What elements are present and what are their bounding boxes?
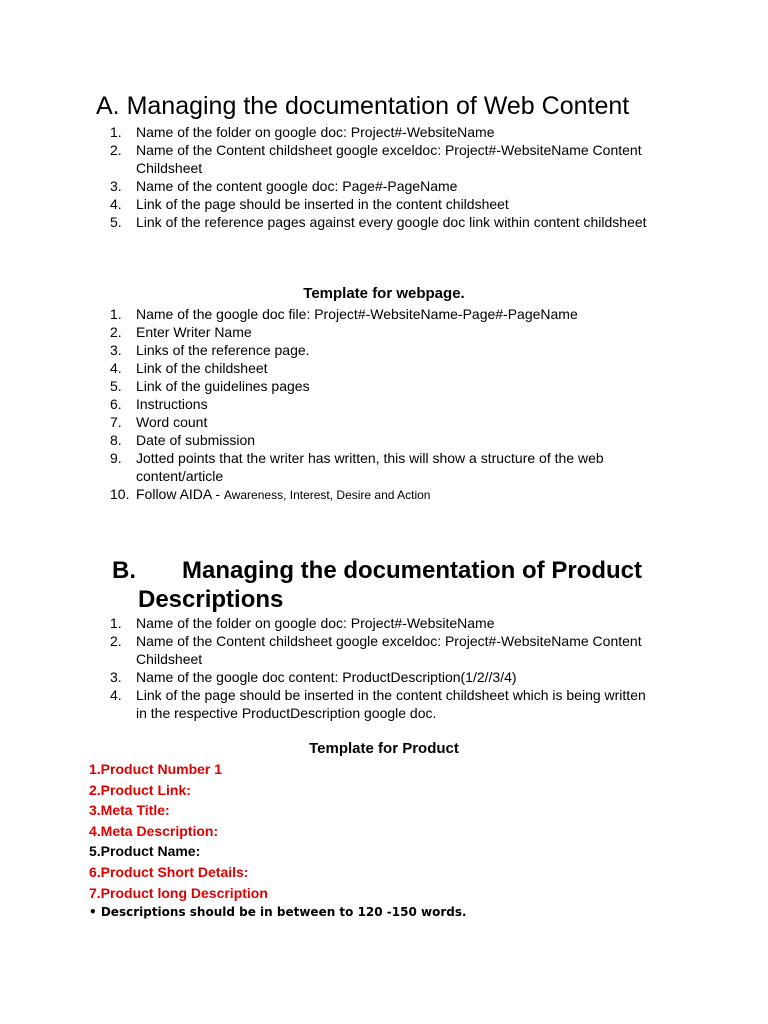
webpage-template-list xyxy=(0,305,656,504)
section-b-letter: B. xyxy=(112,557,136,584)
section-a-heading: A. Managing the documentation of Web Content xyxy=(96,92,630,120)
list-item: 4. Link of the page should be inserted in the content childsheet xyxy=(110,196,509,212)
list-item: 4. Link of the childsheet xyxy=(110,360,268,376)
list-item: 3. Name of the content google doc: Page#-PageName xyxy=(110,178,458,194)
section-b-heading-line2: Descriptions xyxy=(138,586,284,613)
list-item: 10. Follow AIDA - Awareness, Interest, Desire and Action xyxy=(110,486,431,502)
list-item: 1. Name of the folder on google doc: Project#-WebsiteName xyxy=(110,615,495,631)
product-field: 2.Product Link: xyxy=(89,781,191,798)
list-item: 6. Instructions xyxy=(110,396,208,412)
section-a-list xyxy=(0,123,656,231)
product-field: 4.Meta Description: xyxy=(89,822,219,839)
section-b-heading xyxy=(112,556,712,614)
list-item: 2. Enter Writer Name xyxy=(110,324,252,340)
list-item: 1. Name of the folder on google doc: Project#-WebsiteName xyxy=(110,124,495,140)
list-item: 9. Jotted points that the writer has written, this will show a structure of the web content/article xyxy=(110,450,604,484)
product-field: 5.Product Name: xyxy=(89,843,201,860)
list-item: 5. Link of the guidelines pages xyxy=(110,378,310,394)
list-item: 3. Name of the google doc content: ProductDescription(1/2//3/4) xyxy=(110,669,517,685)
word-count-note: • Descriptions should be in between to 120 -150 words. xyxy=(89,905,467,919)
product-field: 3.Meta Title: xyxy=(89,802,170,819)
product-template-fields xyxy=(89,759,268,903)
list-item: 3. Links of the reference page. xyxy=(110,342,310,358)
product-field: 6.Product Short Details: xyxy=(89,863,249,880)
product-field: 7.Product long Description xyxy=(89,884,268,901)
webpage-template-heading: Template for webpage. xyxy=(303,285,465,302)
list-item: 7. Word count xyxy=(110,414,208,430)
list-item: 1. Name of the google doc file: Project#-WebsiteName-Page#-PageName xyxy=(110,306,578,322)
list-item: 4. Link of the page should be inserted in the content childsheet which is being written in the respective ProductDescription google doc. xyxy=(110,687,646,721)
list-item: 2. Name of the Content childsheet google exceldoc: Project#-WebsiteName Content Childsheet xyxy=(110,142,642,176)
product-field: 1.Product Number 1 xyxy=(89,761,223,777)
list-item: 2. Name of the Content childsheet google exceldoc: Project#-WebsiteName Content Childsheet xyxy=(110,633,642,667)
product-template-heading: Template for Product xyxy=(309,740,459,757)
section-b-heading-line1: Managing the documentation of Product xyxy=(182,557,642,584)
list-item: 5. Link of the reference pages against every google doc link within content childsheet xyxy=(110,214,647,230)
list-item: 8. Date of submission xyxy=(110,432,256,448)
section-b-list xyxy=(0,614,656,722)
